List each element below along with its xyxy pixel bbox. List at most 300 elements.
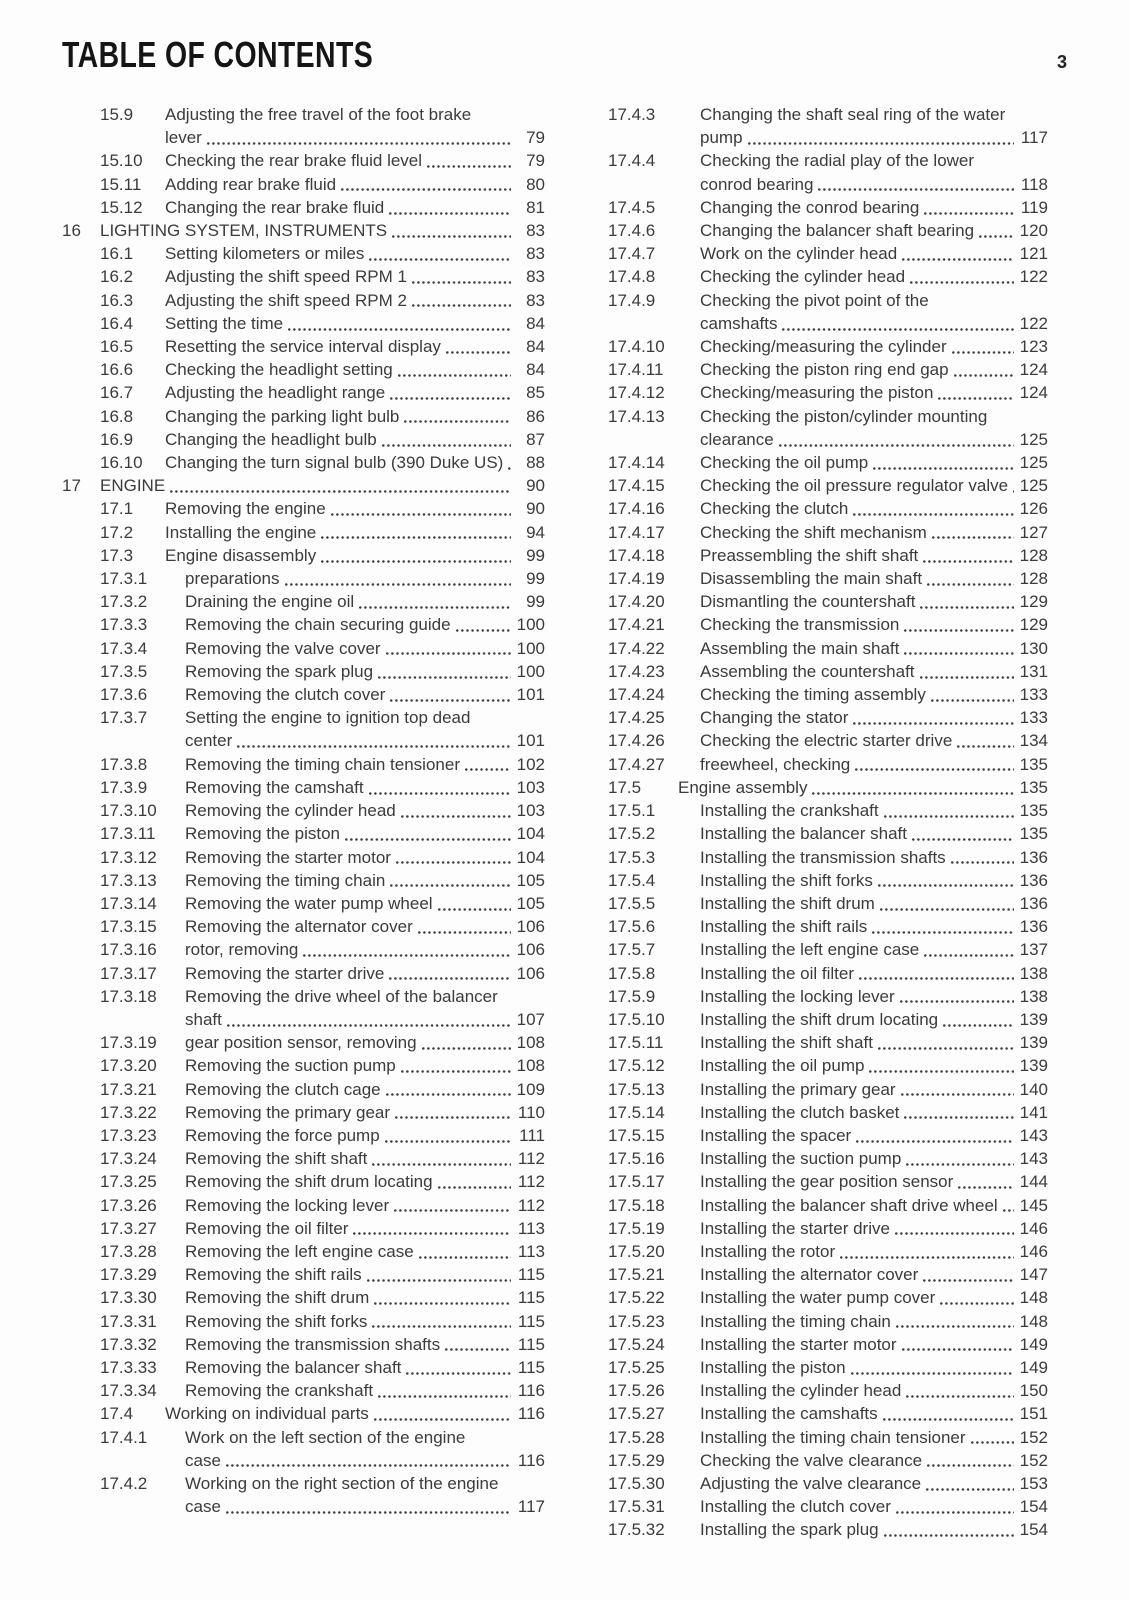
toc-entry-line [62, 1286, 545, 1309]
entry-title: Checking the rear brake fluid level [165, 151, 423, 171]
entry-page-number: 115 [517, 1357, 545, 1377]
dot-leader [924, 954, 1013, 957]
toc-entry-line [62, 1194, 545, 1217]
dot-leader [321, 536, 511, 539]
entry-page-number: 115 [517, 1311, 545, 1331]
entry-title: Checking the piston/cylinder mounting [700, 406, 988, 426]
entry-page-number: 120 [1019, 221, 1048, 241]
entry-number: 17.3.20 [100, 1056, 157, 1076]
entry-number: 16.8 [100, 406, 134, 426]
entry-number [608, 173, 700, 196]
toc-entry-line [608, 196, 1048, 219]
dot-leader [392, 235, 511, 238]
toc-entry [608, 776, 1048, 799]
entry-title: Changing the stator [700, 708, 849, 728]
toc-entry [62, 497, 545, 520]
entry-title: Checking the cylinder head [700, 267, 906, 287]
dot-leader [957, 745, 1013, 748]
toc-entry-line [608, 521, 1048, 544]
entry-title: Checking the piston ring end gap [700, 360, 949, 380]
entry-title: Removing the cylinder head [185, 801, 396, 821]
toc-entry-line [608, 706, 1048, 729]
entry-number: 17.5.15 [608, 1125, 665, 1145]
entry-number [100, 1495, 185, 1518]
toc-entry [608, 451, 1048, 474]
entry-number: 17.5.6 [608, 917, 656, 937]
entry-title: conrod bearing [700, 174, 814, 194]
entry-number: 17.5.29 [608, 1450, 665, 1470]
entry-page-number: 103 [516, 801, 545, 821]
entry-page-number: 133 [1019, 685, 1048, 705]
entry-number: 17.3.30 [100, 1288, 157, 1308]
dot-leader [227, 1024, 511, 1027]
entry-page-number: 112 [517, 1172, 545, 1192]
entry-page-number: 81 [526, 197, 545, 217]
dot-leader [902, 1348, 1014, 1351]
entry-title: Adjusting the valve clearance [700, 1473, 922, 1493]
entry-number: 17.3.23 [100, 1125, 157, 1145]
toc-entry [608, 497, 1048, 520]
entry-page-number: 101 [516, 731, 545, 751]
entry-page-number: 111 [519, 1125, 545, 1145]
entry-page-number: 105 [516, 870, 545, 890]
entry-number: 17.5.22 [608, 1288, 665, 1308]
dot-leader [855, 768, 1013, 771]
entry-title: Installing the shift drum [700, 893, 875, 913]
entry-title: Setting the engine to ignition top dead [185, 708, 471, 728]
toc-entry-line [62, 497, 545, 520]
toc-entry-line [608, 985, 1048, 1008]
toc-entry-line [62, 776, 545, 799]
dot-leader [779, 444, 1014, 447]
toc-entry [62, 1170, 545, 1193]
toc-entry [62, 381, 545, 404]
entry-number: 17.3.15 [100, 917, 157, 937]
dot-leader [748, 142, 1014, 145]
toc-entry-line [608, 915, 1048, 938]
entry-number: 17.3.25 [100, 1172, 157, 1192]
toc-entry-line [608, 1379, 1048, 1402]
toc-entry [62, 103, 545, 149]
entry-page-number: 104 [516, 824, 545, 844]
entry-page-number: 152 [1019, 1450, 1048, 1470]
entry-page-number: 101 [516, 685, 545, 705]
toc-entry [62, 799, 545, 822]
entry-number: 17.4.15 [608, 476, 665, 496]
toc-entry [608, 985, 1048, 1008]
dot-leader [904, 629, 1013, 632]
entry-title: Working on individual parts [165, 1404, 369, 1424]
dot-leader [901, 1093, 1014, 1096]
entry-page-number: 106 [516, 940, 545, 960]
dot-leader [927, 583, 1014, 586]
dot-leader [406, 1372, 511, 1375]
toc-entry [608, 1426, 1048, 1449]
toc-entry-line [608, 1518, 1048, 1541]
entry-page-number: 117 [1020, 128, 1048, 148]
dot-leader [856, 1140, 1013, 1143]
entry-number: 17.5.10 [608, 1009, 665, 1029]
entry-title: Preassembling the shift shaft [700, 545, 919, 565]
toc-entry [608, 683, 1048, 706]
entry-title: Installing the rotor [700, 1241, 836, 1261]
entry-page-number: 122 [1019, 313, 1048, 333]
entry-title: Removing the locking lever [185, 1195, 390, 1215]
entry-title: Installing the shift shaft [700, 1033, 873, 1053]
dot-leader [345, 838, 511, 841]
entry-title: Installing the alternator cover [700, 1265, 919, 1285]
toc-entry-line [62, 1379, 545, 1402]
entry-title: freewheel, checking [700, 754, 851, 774]
toc-entry [62, 892, 545, 915]
toc-entry [62, 265, 545, 288]
dot-leader [938, 397, 1013, 400]
entry-page-number: 136 [1019, 870, 1048, 890]
toc-column-left [62, 103, 545, 1542]
dot-leader [446, 351, 511, 354]
entry-page-number: 80 [526, 174, 545, 194]
toc-entry-line [62, 474, 545, 497]
entry-page-number: 90 [526, 499, 545, 519]
toc-entry-line [608, 1147, 1048, 1170]
entry-page-number: 130 [1019, 638, 1048, 658]
entry-number: 17.5.1 [608, 801, 656, 821]
entry-title: Installing the oil pump [700, 1056, 865, 1076]
toc-entry-line [62, 405, 545, 428]
toc-entry-line [62, 1472, 545, 1495]
entry-title: Removing the timing chain [185, 870, 386, 890]
dot-leader [869, 1070, 1013, 1073]
entry-title: Installing the locking lever [700, 986, 895, 1006]
toc-entry-line [62, 149, 545, 172]
entry-page-number: 100 [516, 661, 545, 681]
entry-page-number: 151 [1019, 1404, 1048, 1424]
toc-entry [608, 938, 1048, 961]
entry-number: 16.6 [100, 360, 134, 380]
dot-leader [906, 1163, 1013, 1166]
entry-page-number: 115 [517, 1288, 545, 1308]
dot-leader [951, 861, 1014, 864]
toc-entry-line [62, 521, 545, 544]
toc-entry-line [608, 776, 1048, 799]
dot-leader [419, 1256, 511, 1259]
toc-entry [62, 1101, 545, 1124]
entry-page-number: 100 [516, 615, 545, 635]
entry-title: Removing the left engine case [185, 1241, 414, 1261]
toc-entry [62, 915, 545, 938]
entry-page-number: 122 [1019, 267, 1048, 287]
entry-number: 17.4.16 [608, 499, 665, 519]
toc-entry-line [608, 822, 1048, 845]
entry-number: 17.3.12 [100, 847, 157, 867]
toc-entry-line [62, 1101, 545, 1124]
entry-page-number: 139 [1019, 1056, 1048, 1076]
entry-page-number: 115 [517, 1265, 545, 1285]
toc-entry [608, 799, 1048, 822]
toc-entry-line [608, 683, 1048, 706]
entry-page-number: 143 [1019, 1125, 1048, 1145]
toc-entry [62, 173, 545, 196]
entry-number: 16.4 [100, 313, 134, 333]
dot-leader [883, 1418, 1014, 1421]
entry-title: Checking/measuring the piston [700, 383, 934, 403]
entry-title: Work on the cylinder head [700, 244, 898, 264]
dot-leader [321, 560, 511, 563]
entry-number: 17.5.11 [608, 1033, 664, 1053]
toc-entry-line [608, 1356, 1048, 1379]
entry-number: 17.4.9 [608, 290, 656, 310]
entry-title: shaft [185, 1009, 222, 1029]
dot-leader [508, 467, 511, 470]
toc-entry-line [608, 451, 1048, 474]
entry-title: Installing the timing chain [700, 1311, 891, 1331]
toc-entry-line [62, 544, 545, 567]
entry-page-number: 115 [517, 1334, 545, 1354]
entry-title: Engine disassembly [165, 545, 317, 565]
dot-leader [853, 722, 1013, 725]
entry-page-number: 113 [517, 1241, 545, 1261]
toc-entry-line [608, 381, 1048, 404]
toc-entry [608, 729, 1048, 752]
entry-page-number: 128 [1019, 545, 1048, 565]
entry-page-number: 139 [1019, 1009, 1048, 1029]
entry-page-number: 83 [526, 267, 545, 287]
toc-entry-line [608, 405, 1048, 428]
toc-entry [608, 521, 1048, 544]
entry-page-number: 108 [516, 1033, 545, 1053]
dot-leader [878, 1047, 1014, 1050]
entry-number: 17.4 [100, 1404, 134, 1424]
entry-title: Changing the headlight bulb [165, 429, 377, 449]
dot-leader [422, 1047, 511, 1050]
entry-title: Checking the timing assembly [700, 685, 926, 705]
entry-number: 17.3.6 [100, 685, 148, 705]
entry-title: preparations [185, 569, 280, 589]
toc-entry [608, 1402, 1048, 1425]
entry-title: Removing the force pump [185, 1125, 380, 1145]
toc-entry [608, 1078, 1048, 1101]
entry-number: 17.5.17 [608, 1172, 665, 1192]
entry-page-number: 79 [526, 128, 545, 148]
dot-leader [782, 328, 1013, 331]
dot-leader [372, 1163, 511, 1166]
entry-number: 17.3.22 [100, 1102, 157, 1122]
toc-entry [608, 846, 1048, 869]
dot-leader [389, 977, 510, 980]
entry-page-number: 125 [1019, 476, 1048, 496]
entry-title: Installing the engine [165, 522, 317, 542]
toc-entry-line [62, 1449, 545, 1472]
entry-title: Installing the transmission shafts [700, 847, 946, 867]
entry-page-number: 90 [526, 476, 545, 496]
entry-number: 17.5.28 [608, 1427, 665, 1447]
entry-number: 17.5.7 [608, 940, 656, 960]
toc-entry-line [62, 173, 545, 196]
toc-entry [62, 1333, 545, 1356]
entry-page-number: 83 [526, 290, 545, 310]
entry-title: Installing the spark plug [700, 1520, 879, 1540]
entry-title: Checking the valve clearance [700, 1450, 923, 1470]
dot-leader [401, 815, 511, 818]
entry-title: Checking the clutch [700, 499, 849, 519]
entry-number: 17.4.20 [608, 592, 665, 612]
entry-title: Installing the shift rails [700, 917, 868, 937]
toc-entry-line [62, 613, 545, 636]
entry-page-number: 108 [516, 1056, 545, 1076]
dot-leader [404, 420, 511, 423]
entry-number: 17.5.16 [608, 1149, 665, 1169]
entry-title: Installing the starter drive [700, 1218, 890, 1238]
toc-entry-line [62, 1170, 545, 1193]
toc-entry [62, 846, 545, 869]
entry-number: 17.5.4 [608, 870, 656, 890]
entry-title: Installing the clutch cover [700, 1497, 891, 1517]
dot-leader [931, 699, 1014, 702]
entry-number: 17 [62, 476, 81, 496]
dot-leader [904, 652, 1013, 655]
toc-entry [62, 521, 545, 544]
entry-title: Installing the cylinder head [700, 1381, 902, 1401]
toc-entry [62, 637, 545, 660]
entry-title: Installing the left engine case [700, 940, 920, 960]
entry-title: Removing the shift drum locating [185, 1172, 433, 1192]
entry-page-number: 135 [1019, 801, 1048, 821]
entry-number: 17.3.2 [100, 592, 148, 612]
toc-entry-line [62, 822, 545, 845]
dot-leader [920, 606, 1013, 609]
toc-entry-line [608, 1124, 1048, 1147]
entry-number: 17.3.18 [100, 986, 157, 1006]
toc-entry-line [608, 892, 1048, 915]
entry-title: Checking/measuring the cylinder [700, 337, 947, 357]
entry-page-number: 84 [526, 313, 545, 333]
toc-entry-line [62, 1263, 545, 1286]
entry-number: 17.3.27 [100, 1218, 157, 1238]
entry-page-number: 117 [517, 1497, 545, 1517]
entry-title: Changing the rear brake fluid [165, 197, 385, 217]
dot-leader [412, 304, 511, 307]
toc-entry-line [62, 358, 545, 381]
toc-entry-line [62, 753, 545, 776]
toc-entry [62, 1472, 545, 1518]
dot-leader [923, 560, 1013, 563]
entry-number: 17.3.21 [100, 1079, 157, 1099]
toc-entry [62, 405, 545, 428]
toc-entry-line [62, 335, 545, 358]
entry-title: Checking the radial play of the lower [700, 151, 975, 171]
entry-number [100, 1449, 185, 1472]
toc-entry [608, 381, 1048, 404]
entry-number: 17.5.2 [608, 824, 656, 844]
entry-number: 17.5.3 [608, 847, 656, 867]
entry-page-number: 107 [516, 1009, 545, 1029]
toc-entry-line [608, 753, 1048, 776]
toc-entry-line [62, 1356, 545, 1379]
dot-leader [896, 1511, 1014, 1514]
toc-entry [608, 265, 1048, 288]
entry-page-number: 134 [1019, 731, 1048, 751]
entry-number: 17.5.30 [608, 1473, 665, 1493]
entry-title: Removing the balancer shaft [185, 1357, 402, 1377]
entry-page-number: 116 [517, 1381, 545, 1401]
entry-number [608, 312, 700, 335]
entry-number: 17.5.20 [608, 1241, 665, 1261]
entry-title: Removing the oil filter [185, 1218, 349, 1238]
toc-entry-line [62, 892, 545, 915]
entry-number: 15.12 [100, 197, 143, 217]
toc-entry [608, 1170, 1048, 1193]
toc-entry [608, 149, 1048, 195]
toc-entry-line [62, 846, 545, 869]
toc-entry [608, 613, 1048, 636]
toc-entry [608, 1356, 1048, 1379]
entry-page-number: 138 [1019, 986, 1048, 1006]
entry-title: Removing the starter drive [185, 963, 385, 983]
toc-entry [62, 1286, 545, 1309]
toc-entry-line [608, 1194, 1048, 1217]
toc-entry [62, 1124, 545, 1147]
toc-entry [608, 1310, 1048, 1333]
entry-number: 17.4.2 [100, 1473, 148, 1493]
entry-title: Removing the shift shaft [185, 1149, 368, 1169]
entry-title: Adjusting the shift speed RPM 2 [165, 290, 407, 310]
entry-title: Installing the starter motor [700, 1334, 897, 1354]
entry-page-number: 149 [1019, 1357, 1048, 1377]
toc-entry-line [608, 103, 1048, 126]
dot-leader [456, 629, 511, 632]
page-number: 3 [1056, 52, 1067, 72]
entry-title: Adding rear brake fluid [165, 174, 337, 194]
toc-entry-line [608, 428, 1048, 451]
entry-title: Removing the alternator cover [185, 917, 413, 937]
toc-entry-line [62, 1054, 545, 1077]
dot-leader [226, 1511, 511, 1514]
dot-leader [288, 328, 511, 331]
dot-leader [390, 884, 510, 887]
toc-entry-line [608, 544, 1048, 567]
entry-page-number: 141 [1019, 1102, 1048, 1122]
dot-leader [818, 188, 1014, 191]
entry-number: 17.5.25 [608, 1357, 665, 1377]
entry-number: 17.5.21 [608, 1265, 665, 1285]
toc-entry-line [608, 1495, 1048, 1518]
dot-leader [878, 884, 1014, 887]
dot-leader [369, 792, 511, 795]
toc-entry [608, 753, 1048, 776]
entry-number: 17.5.9 [608, 986, 656, 1006]
entry-number: 17.5.27 [608, 1404, 665, 1424]
toc-entry-line [62, 637, 545, 660]
toc-entry [608, 1054, 1048, 1077]
toc-entry [608, 358, 1048, 381]
toc-entry [608, 1495, 1048, 1518]
entry-title: Adjusting the shift speed RPM 1 [165, 267, 407, 287]
entry-page-number: 146 [1019, 1218, 1048, 1238]
toc-entry-line [608, 1402, 1048, 1425]
entry-number: 17.2 [100, 522, 134, 542]
entry-page-number: 129 [1019, 592, 1048, 612]
toc-entry [62, 289, 545, 312]
toc-entry [608, 869, 1048, 892]
toc-entry [608, 1333, 1048, 1356]
entry-number: 17.3.9 [100, 777, 148, 797]
entry-page-number: 135 [1019, 777, 1048, 797]
entry-page-number: 116 [517, 1450, 545, 1470]
entry-title: Checking the pivot point of the [700, 290, 929, 310]
dot-leader [1013, 490, 1014, 493]
toc-entry-line [608, 729, 1048, 752]
dot-leader [418, 931, 511, 934]
